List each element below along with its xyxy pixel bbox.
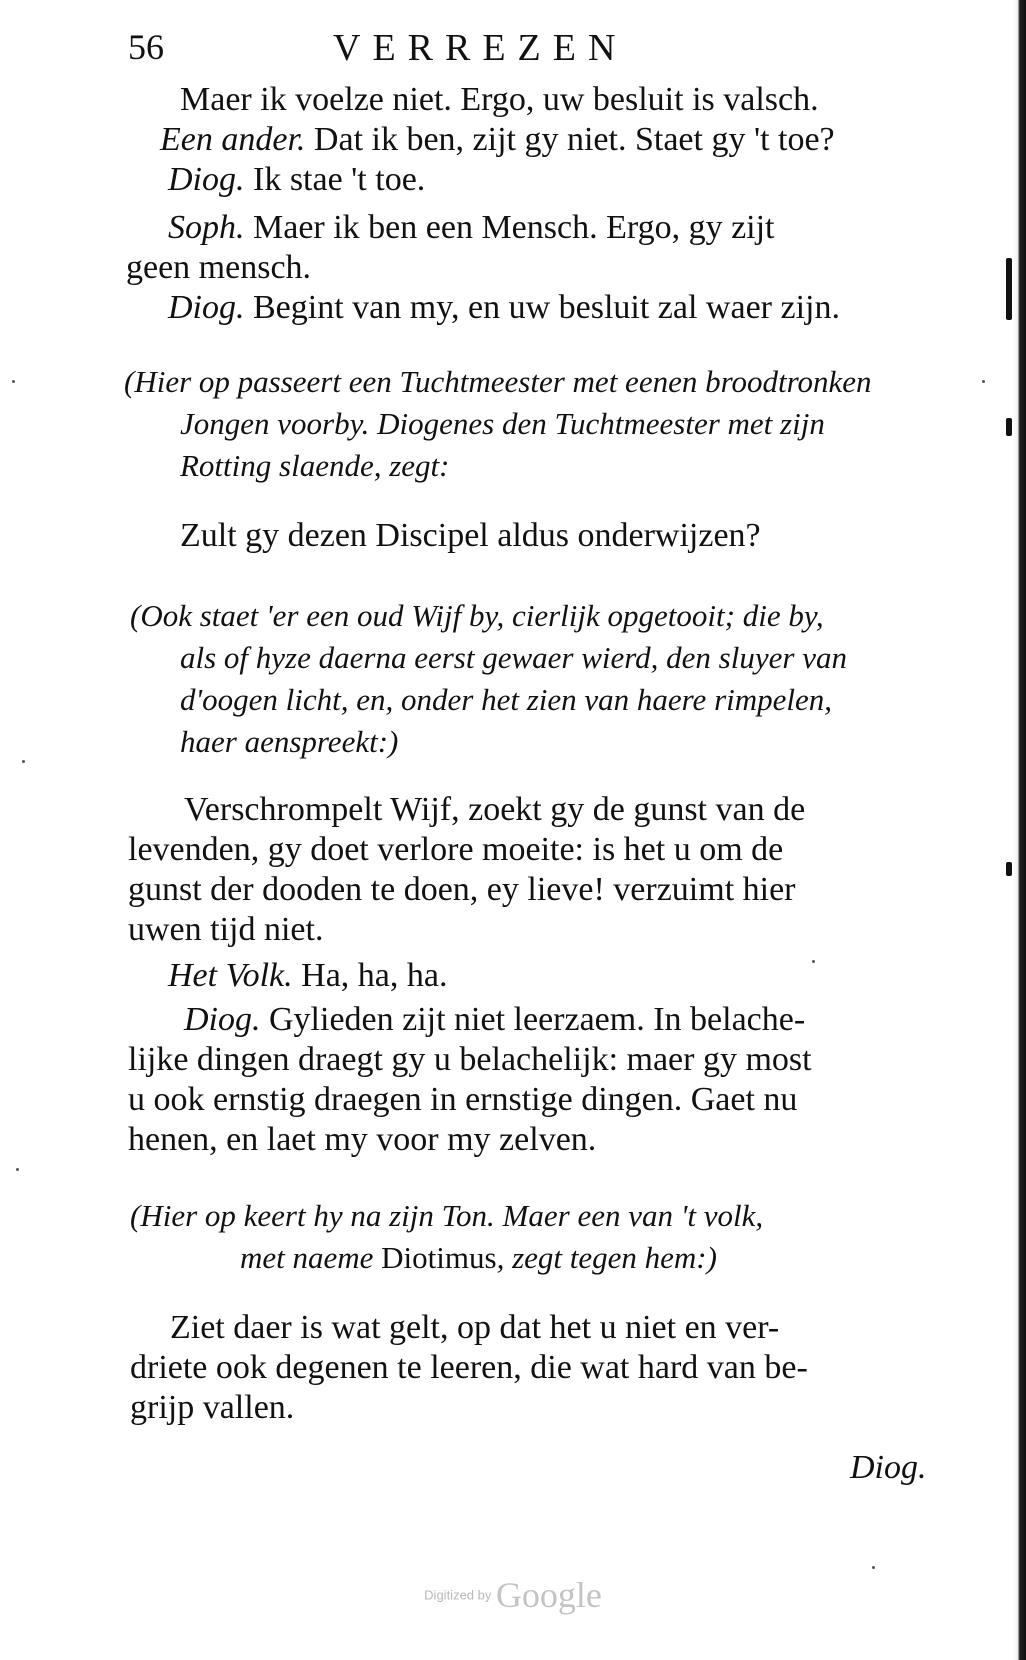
speck xyxy=(12,380,15,383)
edge-mark xyxy=(1006,418,1012,436)
stage-direction-line xyxy=(130,1196,763,1236)
line-text: Diog. xyxy=(850,1449,927,1486)
page-header xyxy=(128,26,928,76)
line-text: Ha, ha, ha. xyxy=(292,957,448,994)
line-text: levenden, gy doet verlore moeite: is het u om de xyxy=(128,831,784,868)
stage-direction-line xyxy=(180,680,832,720)
google-logo: Google xyxy=(495,1575,602,1615)
text-line xyxy=(126,248,311,288)
line-text: haer aenspreekt:) xyxy=(180,724,399,759)
text-line xyxy=(184,790,805,830)
stage-direction-line xyxy=(240,1238,717,1278)
line-text: als of hyze daerna eerst gewaer wierd, den sluyer van xyxy=(180,640,847,675)
line-text: Begint van my, en uw besluit zal waer zijn. xyxy=(244,289,840,326)
stage-direction-line xyxy=(180,722,398,762)
text-line xyxy=(180,80,819,120)
stage-direction-line xyxy=(180,404,825,444)
line-text: geen mensch. xyxy=(126,249,312,286)
line-text: met naeme xyxy=(240,1240,382,1275)
line-text: uwen tijd niet. xyxy=(128,911,324,948)
line-text: Jongen voorby. Diogenes den Tuchtmeester met zijn xyxy=(180,406,825,441)
catchword xyxy=(850,1448,927,1488)
text-line xyxy=(128,910,323,950)
speaker-name: Diog. xyxy=(168,161,245,198)
line-text: Ik stae 't toe. xyxy=(244,161,426,198)
digitized-by-text: Digitized by xyxy=(424,1587,492,1603)
edge-mark xyxy=(1006,862,1012,876)
line-text: Zult gy dezen Discipel aldus onderwijzen? xyxy=(180,517,761,554)
line-text: Gylieden zijt niet leerzaem. In belache- xyxy=(260,1001,806,1038)
text-line xyxy=(168,208,775,248)
line-text: Maer ik voelze niet. Ergo, uw besluit is valsch. xyxy=(180,81,819,118)
speaker-name: Een ander. xyxy=(160,121,306,158)
text-line xyxy=(128,1120,596,1160)
line-text: grijp vallen. xyxy=(130,1389,295,1426)
line-text: Rotting slaende, zegt: xyxy=(180,448,450,483)
line-text: gunst der dooden te doen, ey lieve! verzuimt hier xyxy=(128,871,796,908)
text-line xyxy=(170,1308,779,1348)
speck xyxy=(16,1168,19,1171)
text-line xyxy=(180,516,761,556)
line-text: Dat ik ben, zijt gy niet. Staet gy 't toe? xyxy=(305,121,835,158)
stage-direction-line xyxy=(180,638,847,678)
running-title: VERREZEN xyxy=(333,27,628,69)
text-line xyxy=(130,1388,294,1428)
line-text: henen, en laet my voor my zelven. xyxy=(128,1121,597,1158)
line-text: (Ook staet 'er een oud Wijf by, cierlijk opgetooit; die by, xyxy=(130,598,824,633)
edge-mark xyxy=(1006,258,1012,320)
speck xyxy=(982,380,985,383)
text-line xyxy=(128,1080,797,1120)
speaker-name: Het Volk. xyxy=(168,957,293,994)
text-line xyxy=(168,160,425,200)
speck xyxy=(812,960,815,963)
page-edge xyxy=(1012,0,1026,1660)
line-text: Verschrompelt Wijf, zoekt gy de gunst van de xyxy=(184,791,806,828)
character-name: Diotimus xyxy=(381,1240,497,1275)
text-line xyxy=(128,830,783,870)
speaker-name: Soph. xyxy=(168,209,245,246)
text-line xyxy=(128,1040,812,1080)
page-number: 56 xyxy=(128,27,164,67)
line-text: driete ook degenen te leeren, die wat hard van be- xyxy=(130,1349,808,1386)
stage-direction-line xyxy=(124,362,872,402)
text-line xyxy=(168,288,840,328)
line-text: d'oogen licht, en, onder het zien van haere rimpelen, xyxy=(180,682,833,717)
digitized-watermark xyxy=(0,1574,1026,1616)
line-text: lijke dingen draegt gy u belachelijk: maer gy most xyxy=(128,1041,812,1078)
line-text: (Hier op keert hy na zijn Ton. Maer een van 't volk, xyxy=(130,1198,764,1233)
speaker-name: Diog. xyxy=(184,1001,261,1038)
line-text: u ook ernstig draegen in ernstige dingen. Gaet nu xyxy=(128,1081,798,1118)
text-line xyxy=(168,956,447,996)
speck xyxy=(22,760,25,763)
speaker-name: Diog. xyxy=(168,289,245,326)
line-text: Ziet daer is wat gelt, op dat het u niet en ver- xyxy=(170,1309,780,1346)
line-text: (Hier op passeert een Tuchtmeester met eenen broodtronken xyxy=(124,364,872,399)
line-text: Maer ik ben een Mensch. Ergo, gy zijt xyxy=(244,209,775,246)
text-line xyxy=(128,870,796,910)
text-line xyxy=(160,120,835,160)
line-text: , zegt tegen hem:) xyxy=(496,1240,717,1275)
text-line xyxy=(184,1000,805,1040)
speck xyxy=(872,1566,875,1569)
stage-direction-line xyxy=(130,596,824,636)
stage-direction-line xyxy=(180,446,449,486)
text-line xyxy=(130,1348,808,1388)
